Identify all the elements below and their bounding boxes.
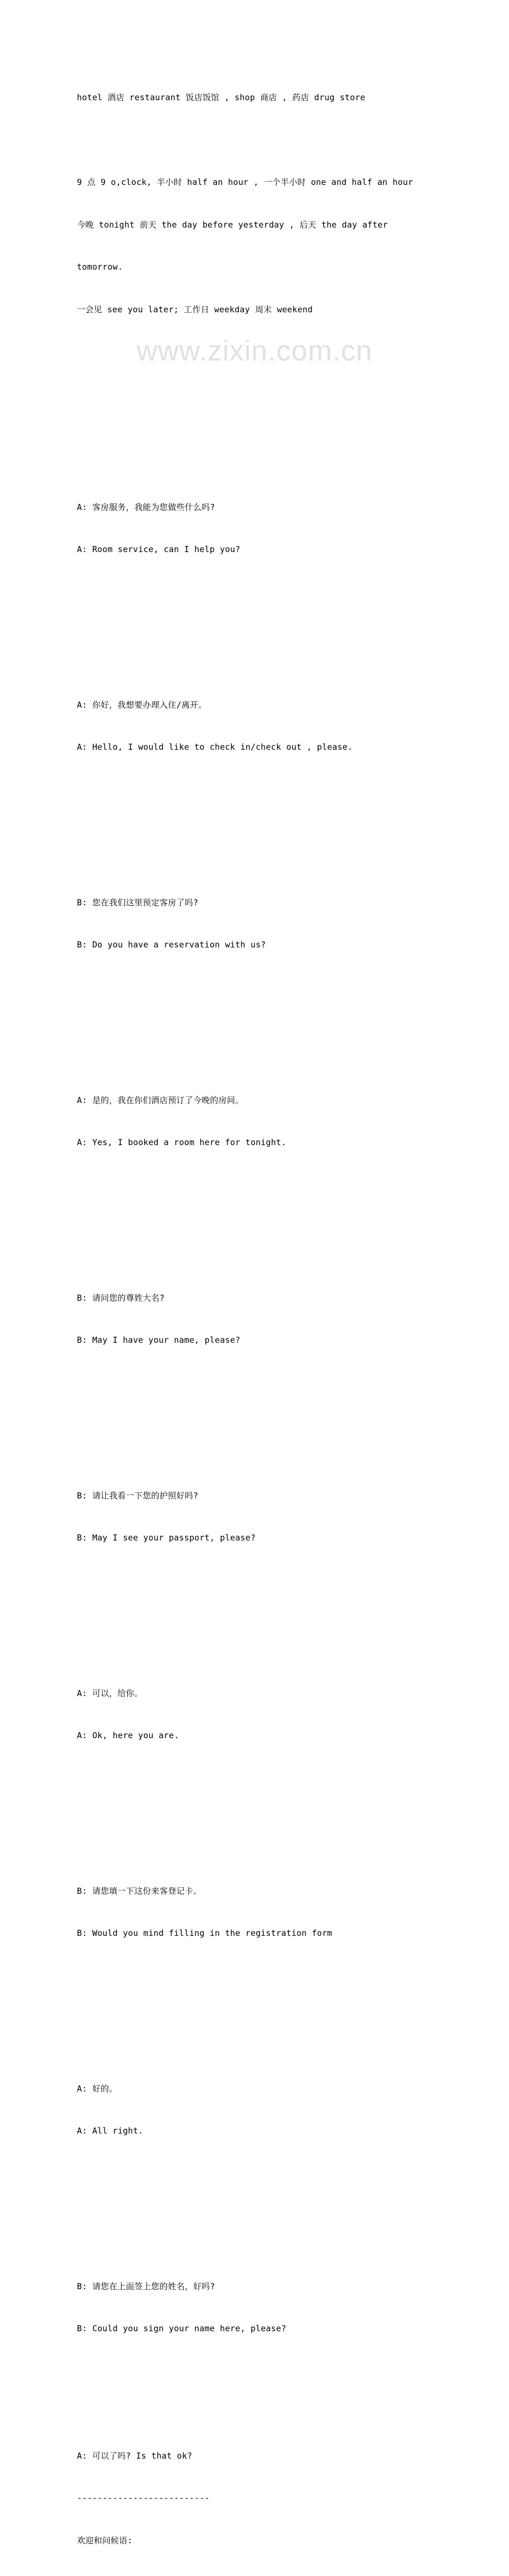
dialogue-en: B: Do you have a reservation with us? [77, 940, 266, 950]
spacer [77, 345, 442, 388]
spacer [77, 1602, 442, 1616]
dialogue-zh: B: 请让我看一下您的护照好吗? [77, 1490, 199, 1501]
dialogue-zh: B: 您在我们这里预定客房了吗? [77, 897, 199, 908]
dialogue-zh: A: 客房服务，我能为您做些什么吗? [77, 502, 215, 512]
spacer [77, 811, 442, 826]
dialogue-zh: A: 好的。 [77, 2083, 118, 2094]
dialogue-zh: B: 请您在上面签上您的姓名，好吗? [77, 2281, 215, 2291]
dialogue-block [77, 670, 442, 783]
section-heading: 欢迎和问候语: [77, 2535, 133, 2546]
dialogue-en: A: Yes, I booked a room here for tonight. [77, 1137, 287, 1147]
closing-line: A: 可以了吗? Is that ok? [77, 2450, 193, 2461]
vocab-line: tomorrow. [77, 262, 123, 272]
dialogue-block [77, 1658, 442, 1771]
spacer [77, 2393, 442, 2407]
dialogue-zh: A: 可以，给你。 [77, 1688, 143, 1698]
dialogue-block [77, 472, 442, 585]
dialogue-block [77, 868, 442, 981]
spacer [77, 614, 442, 628]
dialogue-en: A: Hello, I would like to check in/check out , please. [77, 742, 353, 752]
dialogue-en: B: Could you sign your name here, please? [77, 2323, 287, 2333]
vocab-line: 9 点 9 o,clock, 半小时 half an hour , 一个半小时 one and half an hour [77, 177, 413, 187]
vocab-line: 今晚 tonight 前天 the day before yesterday , 后天 the day after [77, 219, 388, 230]
dialogue-block [77, 1461, 442, 1574]
dialogue-zh: A: 你好，我想要办理入住/离开。 [77, 699, 207, 710]
spacer [77, 1009, 442, 1023]
watermark: www.zixin.com.cn [136, 335, 373, 367]
vocab-line: hotel 酒店 restaurant 饭店饭馆 , shop 商店 , 药店 drug store [77, 92, 366, 102]
vocab-line: 一会见 see you later; 工作日 weekday 周末 weekend [77, 304, 313, 315]
dialogue-en: A: Ok, here you are. [77, 1730, 179, 1740]
dialogue-block [77, 2054, 442, 2167]
dialogue-en: A: Room service, can I help you? [77, 544, 241, 554]
document-body [77, 63, 442, 2576]
dialogue-zh: B: 请问您的尊姓大名? [77, 1292, 165, 1303]
dialogue-block [77, 2252, 442, 2364]
dialogue-en: A: All right. [77, 2126, 143, 2136]
dialogue-en: B: Would you mind filling in the registration form [77, 1928, 333, 1938]
dialogue-en: B: May I have your name, please? [77, 1335, 241, 1345]
dialogue-block [77, 1065, 442, 1178]
dialogue-zh: A: 是的，我在你们酒店预订了今晚的房间。 [77, 1095, 244, 1105]
spacer [77, 1207, 442, 1221]
dialogue-zh: B: 请您填一下这份来客登记卡。 [77, 1885, 202, 1896]
spacer [77, 133, 442, 148]
separator-line: -------------------------- [77, 2493, 210, 2503]
spacer [77, 1997, 442, 2012]
spacer [77, 416, 442, 430]
spacer [77, 1800, 442, 1814]
spacer [77, 2195, 442, 2209]
spacer [77, 1404, 442, 1419]
dialogue-block [77, 1856, 442, 1969]
dialogue-en: B: May I see your passport, please? [77, 1533, 256, 1543]
dialogue-block [77, 1263, 442, 1376]
